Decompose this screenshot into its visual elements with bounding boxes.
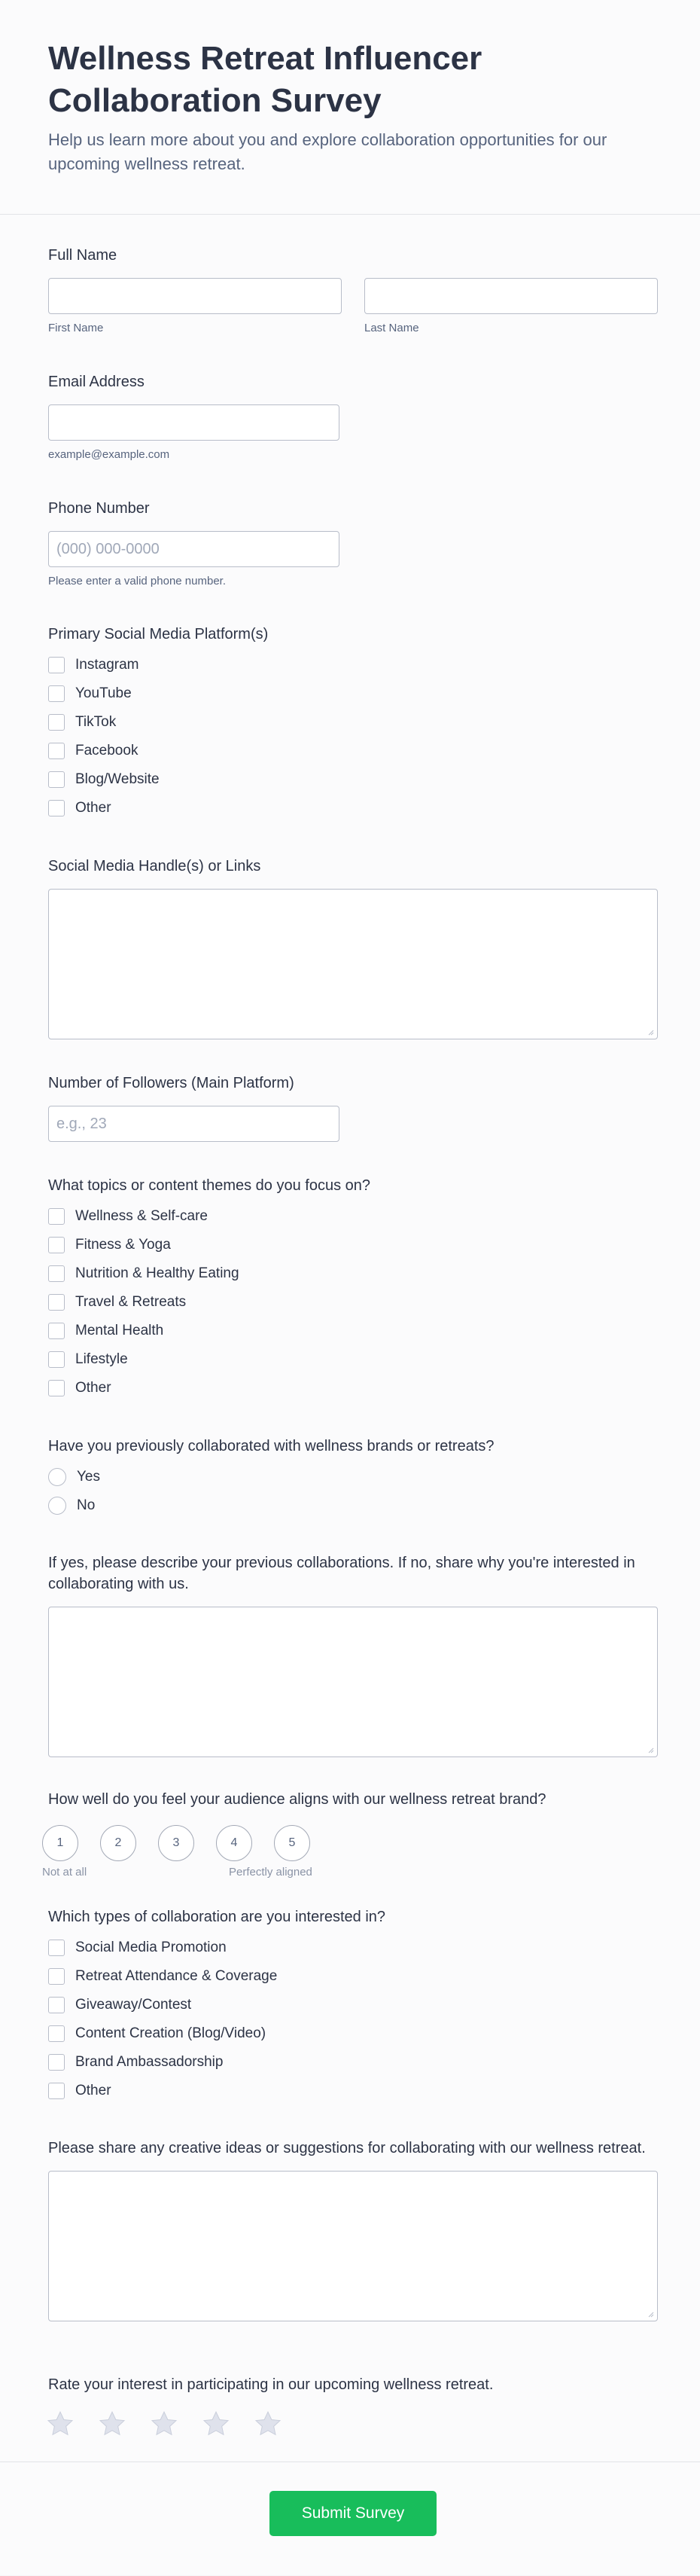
scale-low-label: Not at all — [42, 1866, 87, 1879]
submit-button[interactable]: Submit Survey — [269, 2491, 437, 2536]
platform-option[interactable] — [48, 794, 658, 823]
scale-option-5[interactable]: 5 — [274, 1825, 310, 1861]
collab-types-label: Which types of collaboration are you interested in? — [48, 1909, 386, 1925]
describe-label: If yes, please describe your previous collaborations. If no, share why you're interested in collaborating with us. — [48, 1555, 635, 1592]
first-name-sublabel: First Name — [48, 322, 104, 334]
option-label: Giveaway/Contest — [75, 1997, 192, 2013]
option-label: No — [77, 1497, 96, 1513]
collab-option[interactable] — [48, 2019, 658, 2048]
form-header — [0, 0, 700, 215]
topic-option[interactable] — [48, 1374, 658, 1402]
option-label: Brand Ambassadorship — [75, 2054, 224, 2070]
resize-handle-icon[interactable] — [647, 1028, 654, 1036]
phone-sublabel: Please enter a valid phone number. — [48, 575, 226, 588]
handles-question — [48, 856, 658, 1039]
email-sublabel: example@example.com — [48, 448, 170, 461]
option-label: Other — [75, 1380, 111, 1396]
star-icon[interactable] — [149, 2409, 179, 2439]
scale-high-label: Perfectly aligned — [229, 1866, 312, 1879]
option-label: Travel & Retreats — [75, 1294, 187, 1310]
collab-option[interactable] — [48, 1962, 658, 1991]
platform-option[interactable] — [48, 737, 658, 765]
scale-option-2[interactable]: 2 — [100, 1825, 136, 1861]
alignment-scale — [42, 1825, 658, 1861]
previous-option-no[interactable] — [48, 1491, 658, 1520]
option-label: Instagram — [75, 657, 139, 673]
checkbox[interactable] — [48, 1294, 65, 1311]
platform-option[interactable] — [48, 651, 658, 679]
alignment-label: How well do you feel your audience aligns with our wellness retreat brand? — [48, 1791, 546, 1808]
platforms-label: Primary Social Media Platform(s) — [48, 626, 269, 642]
option-label: Wellness & Self-care — [75, 1208, 208, 1224]
checkbox[interactable] — [48, 771, 65, 788]
checkbox[interactable] — [48, 657, 65, 673]
checkbox[interactable] — [48, 714, 65, 731]
email-field[interactable] — [48, 404, 339, 441]
ideas-textarea[interactable] — [48, 2171, 658, 2321]
option-label: Lifestyle — [75, 1351, 128, 1367]
radio[interactable] — [48, 1468, 66, 1486]
checkbox[interactable] — [48, 1265, 65, 1282]
previous-label: Have you previously collaborated with wellness brands or retreats? — [48, 1438, 495, 1454]
star-icon[interactable] — [253, 2409, 283, 2439]
platform-option[interactable] — [48, 765, 658, 794]
option-label: Fitness & Yoga — [75, 1237, 171, 1253]
checkbox[interactable] — [48, 800, 65, 816]
ideas-label: Please share any creative ideas or suggestions for collaborating with our wellness retreat. — [48, 2140, 646, 2156]
option-label: Social Media Promotion — [75, 1940, 227, 1955]
scale-option-1[interactable]: 1 — [42, 1825, 78, 1861]
page-subtitle: Help us learn more about you and explore collaboration opportunities for our upcoming wellness retreat. — [48, 130, 607, 173]
checkbox[interactable] — [48, 1968, 65, 1985]
checkbox[interactable] — [48, 2083, 65, 2099]
followers-question — [48, 1073, 658, 1142]
previous-question — [48, 1436, 658, 1520]
ideas-question — [48, 2138, 658, 2321]
checkbox[interactable] — [48, 1237, 65, 1253]
handles-textarea[interactable] — [48, 889, 658, 1039]
option-label: Blog/Website — [75, 771, 160, 787]
option-label: YouTube — [75, 685, 132, 701]
option-label: Facebook — [75, 743, 138, 758]
followers-input[interactable]: e.g., 23 — [48, 1106, 339, 1142]
star-icon[interactable] — [45, 2409, 75, 2439]
topic-option[interactable] — [48, 1202, 658, 1231]
alignment-question — [42, 1789, 658, 1881]
full-name-question — [48, 245, 658, 334]
option-label: Content Creation (Blog/Video) — [75, 2025, 266, 2041]
scale-option-4[interactable]: 4 — [216, 1825, 252, 1861]
last-name-input[interactable] — [364, 278, 658, 314]
topics-question — [48, 1175, 658, 1402]
topic-option[interactable] — [48, 1259, 658, 1288]
scale-option-3[interactable]: 3 — [158, 1825, 194, 1861]
platform-option[interactable] — [48, 708, 658, 737]
topics-label: What topics or content themes do you focus on? — [48, 1177, 371, 1194]
checkbox[interactable] — [48, 1208, 65, 1225]
phone-question — [48, 498, 658, 588]
topic-option[interactable] — [48, 1317, 658, 1345]
platforms-question — [48, 624, 658, 823]
describe-textarea[interactable] — [48, 1607, 658, 1757]
platform-option[interactable] — [48, 679, 658, 708]
email-label: Email Address — [48, 374, 145, 390]
radio[interactable] — [48, 1497, 66, 1515]
email-question — [48, 371, 658, 461]
collab-option[interactable] — [48, 1991, 658, 2019]
collab-types-question — [48, 1906, 658, 2105]
form-footer — [0, 2462, 700, 2576]
topic-option[interactable] — [48, 1288, 658, 1317]
star-icon[interactable] — [97, 2409, 127, 2439]
option-label: Yes — [77, 1469, 100, 1485]
page-title: Wellness Retreat Influencer Collaboration Survey — [48, 40, 482, 119]
topic-option[interactable] — [48, 1345, 658, 1374]
checkbox[interactable] — [48, 1997, 65, 2013]
followers-label: Number of Followers (Main Platform) — [48, 1075, 294, 1091]
star-icon[interactable] — [201, 2409, 231, 2439]
full-name-label: Full Name — [48, 247, 117, 264]
previous-option-yes[interactable] — [48, 1463, 658, 1491]
collab-option[interactable] — [48, 2077, 658, 2105]
phone-label: Phone Number — [48, 500, 150, 517]
checkbox[interactable] — [48, 685, 65, 702]
handles-label: Social Media Handle(s) or Links — [48, 858, 261, 874]
checkbox[interactable] — [48, 1380, 65, 1396]
checkbox[interactable] — [48, 2054, 65, 2071]
resize-handle-icon[interactable] — [647, 2310, 654, 2318]
interest-label: Rate your interest in participating in our upcoming wellness retreat. — [48, 2376, 494, 2393]
collab-option[interactable] — [48, 1934, 658, 1962]
checkbox[interactable] — [48, 743, 65, 759]
collab-option[interactable] — [48, 2048, 658, 2077]
star-rating — [45, 2409, 658, 2439]
option-label: Other — [75, 800, 111, 816]
option-label: Other — [75, 2083, 111, 2098]
last-name-sublabel: Last Name — [364, 322, 419, 334]
checkbox[interactable] — [48, 1351, 65, 1368]
checkbox[interactable] — [48, 2025, 65, 2042]
describe-question — [48, 1552, 658, 1757]
resize-handle-icon[interactable] — [647, 1746, 654, 1753]
option-label: Mental Health — [75, 1323, 164, 1338]
checkbox[interactable] — [48, 1940, 65, 1956]
option-label: TikTok — [75, 714, 117, 730]
interest-question — [48, 2374, 658, 2439]
topic-option[interactable] — [48, 1231, 658, 1259]
phone-input[interactable]: (000) 000-0000 — [48, 531, 339, 567]
first-name-input[interactable] — [48, 278, 342, 314]
option-label: Nutrition & Healthy Eating — [75, 1265, 239, 1281]
option-label: Retreat Attendance & Coverage — [75, 1968, 278, 1984]
checkbox[interactable] — [48, 1323, 65, 1339]
